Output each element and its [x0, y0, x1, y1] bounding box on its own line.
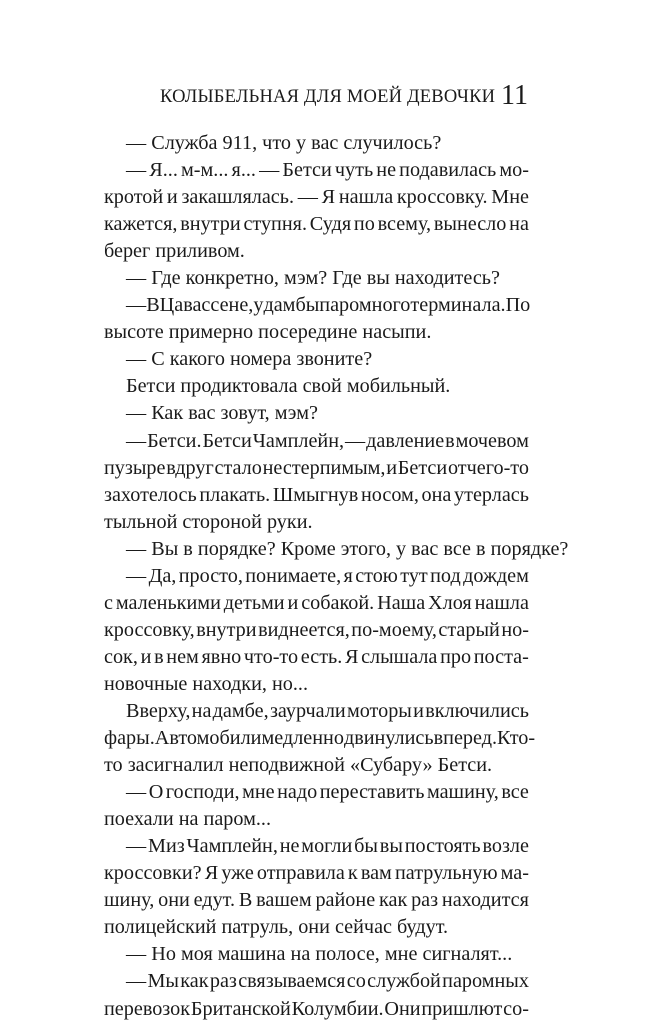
word: и	[386, 456, 398, 479]
text-line	[104, 752, 529, 779]
word: но-	[501, 618, 529, 641]
text-line	[104, 482, 529, 509]
word: я	[343, 564, 353, 587]
word: Да,	[148, 564, 177, 587]
body-text	[104, 130, 569, 1023]
text-line-content: — Служба 911, что у вас случилось?	[126, 132, 442, 154]
word: Мы	[147, 970, 179, 993]
word: По	[505, 294, 531, 317]
word: кроссовку.	[396, 186, 488, 209]
word: —	[297, 186, 318, 209]
word: как	[378, 889, 408, 912]
text-line	[104, 563, 529, 590]
word: дамбы	[263, 294, 320, 317]
text-line	[104, 698, 529, 725]
word: по	[353, 213, 375, 236]
text-line	[104, 319, 529, 346]
text-line	[104, 428, 529, 455]
word: к	[347, 862, 358, 885]
page-header	[104, 82, 528, 116]
word: отправила	[256, 862, 345, 885]
word: все	[501, 781, 529, 804]
word: —	[126, 159, 147, 182]
word: кажется,	[104, 213, 178, 236]
word: на	[191, 699, 212, 722]
text-line-content: — Вы в порядке? Кроме этого, у вас все в порядке?	[126, 537, 569, 560]
word: заурчали	[269, 699, 346, 722]
word: что-то	[243, 645, 299, 668]
word: едут.	[193, 889, 236, 912]
text-line	[104, 806, 529, 833]
word: сок,	[104, 645, 138, 668]
word: шину,	[104, 889, 155, 912]
text-line	[104, 968, 529, 995]
word: и	[287, 591, 299, 614]
text-line	[104, 860, 529, 887]
word: двинулись	[343, 727, 434, 750]
word: мочевом	[455, 429, 529, 452]
word: всему,	[377, 213, 432, 236]
word: тут	[400, 564, 428, 587]
text-line-content: — С какого номера звоните?	[126, 348, 373, 371]
word: машину,	[426, 781, 499, 804]
word: Бетси	[397, 456, 448, 479]
word: вынесло	[433, 213, 507, 236]
word: у	[253, 294, 264, 317]
word: чуть	[334, 159, 374, 182]
text-line	[104, 725, 536, 752]
word: нем	[166, 645, 199, 668]
word: закашлялась.	[181, 186, 294, 209]
word: медленно	[261, 727, 344, 750]
word: Я	[204, 862, 219, 885]
word: раз	[411, 889, 439, 912]
word: пришлют	[421, 997, 503, 1020]
word: мо-	[499, 159, 529, 182]
word: она	[421, 483, 452, 506]
word: —	[126, 294, 147, 317]
text-line	[104, 644, 529, 671]
word: —	[259, 159, 280, 182]
word: вдруг	[166, 456, 214, 479]
word: про	[440, 645, 472, 668]
word: виднеется,	[258, 618, 350, 641]
word: надо	[277, 781, 318, 804]
word: включились	[425, 699, 529, 722]
text-line	[104, 238, 529, 265]
word: на	[509, 213, 529, 236]
word: со-	[503, 997, 529, 1020]
page-number: 11	[501, 80, 528, 111]
word: вашем	[256, 889, 312, 912]
text-line	[104, 211, 529, 238]
word: Британской	[190, 997, 291, 1020]
text-line-content: полицейский патруль, они сейчас будут.	[104, 916, 449, 939]
word: службой	[367, 970, 441, 993]
text-line	[104, 265, 529, 292]
word: явно	[201, 645, 242, 668]
word: отчего-то	[447, 456, 529, 479]
word: Мне	[491, 186, 529, 209]
word: дождем	[463, 564, 529, 587]
word: постоять	[404, 835, 481, 858]
text-line	[104, 130, 529, 157]
word: —	[126, 564, 147, 587]
word: Кто-	[497, 727, 536, 750]
text-line	[104, 887, 529, 914]
word: м-м...	[181, 159, 229, 182]
text-line-content: новочные находки, но...	[104, 672, 309, 695]
word: —	[345, 429, 366, 452]
word: переставить	[319, 781, 425, 804]
word: есть.	[300, 645, 343, 668]
word: просто,	[178, 564, 243, 587]
text-line	[104, 590, 529, 617]
word: паромных	[442, 970, 529, 993]
word: давление	[366, 429, 445, 452]
word: Хлоя	[428, 591, 472, 614]
word: подавилась	[399, 159, 497, 182]
word: кроссовку,	[104, 618, 195, 641]
word: —	[126, 781, 147, 804]
word: под	[430, 564, 461, 587]
text-line	[104, 509, 529, 536]
word: детьми	[223, 591, 285, 614]
text-line-content: — Где конкретно, мэм? Где вы находитесь?	[126, 267, 500, 290]
word: В	[238, 889, 253, 912]
text-line	[104, 292, 529, 319]
word: Судя	[309, 213, 352, 236]
word: вперед.	[433, 727, 498, 750]
word: вы	[379, 835, 403, 858]
word: Наша	[377, 591, 426, 614]
word: терминала.	[410, 294, 506, 317]
text-line-content: то засигналил неподвижной «Субару» Бетси.	[104, 754, 493, 777]
word: господи,	[165, 781, 240, 804]
word: Они	[384, 997, 421, 1020]
text-line	[104, 400, 529, 427]
word: патрульную	[394, 862, 498, 885]
word: Вверху,	[126, 699, 191, 722]
word: Я	[344, 645, 359, 668]
word: не	[279, 835, 300, 858]
word: Я...	[149, 159, 178, 182]
word: Цавассене,	[159, 294, 254, 317]
word: стало	[214, 456, 262, 479]
text-line	[104, 671, 529, 698]
text-line-content: берег приливом.	[104, 240, 245, 263]
word: Чамплейн,	[252, 429, 345, 452]
word: Бетси	[282, 159, 332, 182]
word: в	[154, 645, 164, 668]
text-line	[104, 184, 529, 211]
word: нашла	[474, 591, 529, 614]
text-line	[104, 833, 529, 860]
word: уже	[221, 862, 254, 885]
word: могли	[301, 835, 353, 858]
text-line	[104, 455, 529, 482]
running-title: КОЛЫБЕЛЬНАЯ ДЛЯ МОЕЙ ДЕВОЧКИ	[160, 87, 496, 107]
text-line-content: — Как вас зовут, мэм?	[126, 402, 319, 425]
word: слышала	[361, 645, 438, 668]
text-line-content: — Но моя машина на полосе, мне сигналят...	[126, 943, 513, 966]
word: фары.	[104, 727, 155, 750]
word: в	[445, 429, 455, 452]
word: районе	[315, 889, 376, 912]
word: носом,	[360, 483, 419, 506]
word: поста-	[473, 645, 529, 668]
word: с	[104, 591, 113, 614]
word: возле	[482, 835, 529, 858]
word: мне	[242, 781, 275, 804]
text-line	[104, 617, 529, 644]
word: стою	[355, 564, 398, 587]
text-line	[104, 914, 529, 941]
word: захотелось	[104, 483, 197, 506]
word: внутри	[196, 618, 257, 641]
word: маленькими	[115, 591, 221, 614]
word: Бетси	[202, 429, 252, 452]
word: не	[376, 159, 397, 182]
word: В	[146, 294, 160, 317]
word: собакой.	[301, 591, 375, 614]
word: по-моему,	[351, 618, 437, 641]
word: связываемся	[238, 970, 346, 993]
word: кротой	[104, 186, 164, 209]
word: раз	[209, 970, 237, 993]
word: перевозок	[104, 997, 191, 1020]
text-line	[104, 157, 529, 184]
word: О	[148, 781, 164, 804]
word: Я	[321, 186, 336, 209]
word: Шмыгнув	[272, 483, 359, 506]
word: вам	[360, 862, 392, 885]
word: и	[413, 699, 424, 722]
word: утерлась	[454, 483, 529, 506]
word: —	[126, 835, 147, 858]
word: внутри	[180, 213, 241, 236]
word: ступня.	[243, 213, 307, 236]
text-line	[104, 346, 529, 373]
word: —	[126, 970, 147, 993]
word: паромного	[319, 294, 411, 317]
text-line	[104, 373, 529, 400]
text-line	[104, 779, 529, 806]
word: Миз	[148, 835, 185, 858]
word: они	[158, 889, 190, 912]
word: кроссовки?	[104, 862, 202, 885]
word: со	[346, 970, 366, 993]
word: нашла	[338, 186, 394, 209]
word: я...	[231, 159, 256, 182]
word: старый	[438, 618, 500, 641]
text-line-content: Бетси продиктовала свой мобильный.	[126, 375, 451, 398]
word: плакать.	[199, 483, 271, 506]
word: Колумбии.	[291, 997, 384, 1020]
word: нестерпимым,	[262, 456, 386, 479]
word: дамбе,	[212, 699, 269, 722]
text-line	[104, 941, 529, 968]
word: как	[180, 970, 209, 993]
word: пузыре	[104, 456, 166, 479]
word: —	[126, 429, 147, 452]
word: Автомобили	[154, 727, 262, 750]
word: и	[140, 645, 152, 668]
word: и	[166, 186, 178, 209]
word: Чамплейн,	[186, 835, 278, 858]
word: бы	[354, 835, 378, 858]
text-line-content: высоте примерно посередине насыпи.	[104, 321, 432, 344]
word: понимаете,	[245, 564, 342, 587]
word: моторы	[346, 699, 412, 722]
word: ма-	[500, 862, 529, 885]
word: находится	[441, 889, 529, 912]
word: Бетси.	[147, 429, 202, 452]
text-line-content: тыльной стороной руки.	[104, 510, 313, 533]
text-line-content: поехали на паром...	[104, 808, 272, 831]
text-line	[104, 536, 569, 563]
